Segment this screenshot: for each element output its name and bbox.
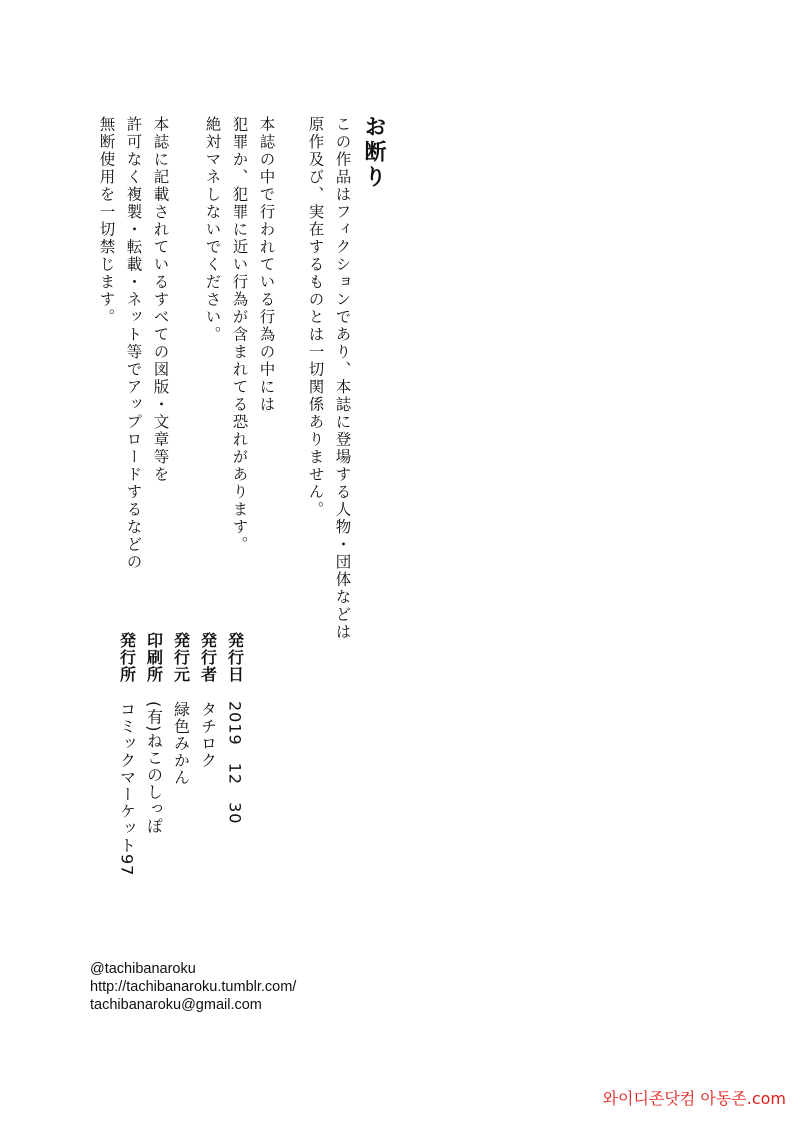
colophon-value: 2019 12 30 — [225, 701, 245, 825]
colophon-value: (有)ねこのしっぽ — [144, 701, 164, 835]
page-title: お断り — [361, 115, 386, 190]
contact-email-link[interactable]: tachibanaroku@gmail.com — [90, 997, 262, 1013]
notice-line-5: 絶対マネしないでください。 — [203, 116, 222, 344]
colophon-label: 発行所 — [117, 632, 137, 683]
colophon-value: コミックマーケット97 — [117, 701, 137, 877]
colophon-printer — [145, 632, 162, 834]
notice-line-1: この作品はフィクションであり、本誌に登場する人物・団体などは — [333, 116, 352, 641]
notice-line-3: 本誌の中で行われている行為の中には — [257, 116, 276, 414]
notice-line-2: 原作及び、実在するものとは一切関係ありません。 — [306, 116, 325, 519]
notice-line-6: 本誌に記載されているすべての図版・文章等を — [151, 116, 170, 484]
colophon-publisher — [172, 632, 189, 786]
notice-line-8: 無断使用を一切禁じます。 — [97, 116, 116, 326]
colophon-venue — [118, 632, 135, 876]
colophon-issue-date — [226, 632, 243, 824]
contact-url-link[interactable]: http://tachibanaroku.tumblr.com/ — [90, 979, 297, 995]
watermark-text: 와이디존닷컴 아동존.com — [602, 1089, 786, 1108]
colophon-value: 緑色みかん — [171, 701, 191, 786]
colophon-label: 印刷所 — [144, 632, 164, 683]
contact-handle: @tachibanaroku — [90, 961, 196, 977]
notice-line-7: 許可なく複製・転載・ネット等でアップロードするなどの — [124, 116, 143, 571]
colophon-label: 発行者 — [198, 632, 218, 683]
colophon-label: 発行元 — [171, 632, 191, 683]
notice-line-4: 犯罪か、犯罪に近い行為が含まれてる恐れがあります。 — [230, 116, 249, 554]
colophon-publisher-person — [199, 632, 216, 769]
colophon-value: タチロク — [198, 701, 218, 769]
colophon-label: 発行日 — [225, 632, 245, 683]
